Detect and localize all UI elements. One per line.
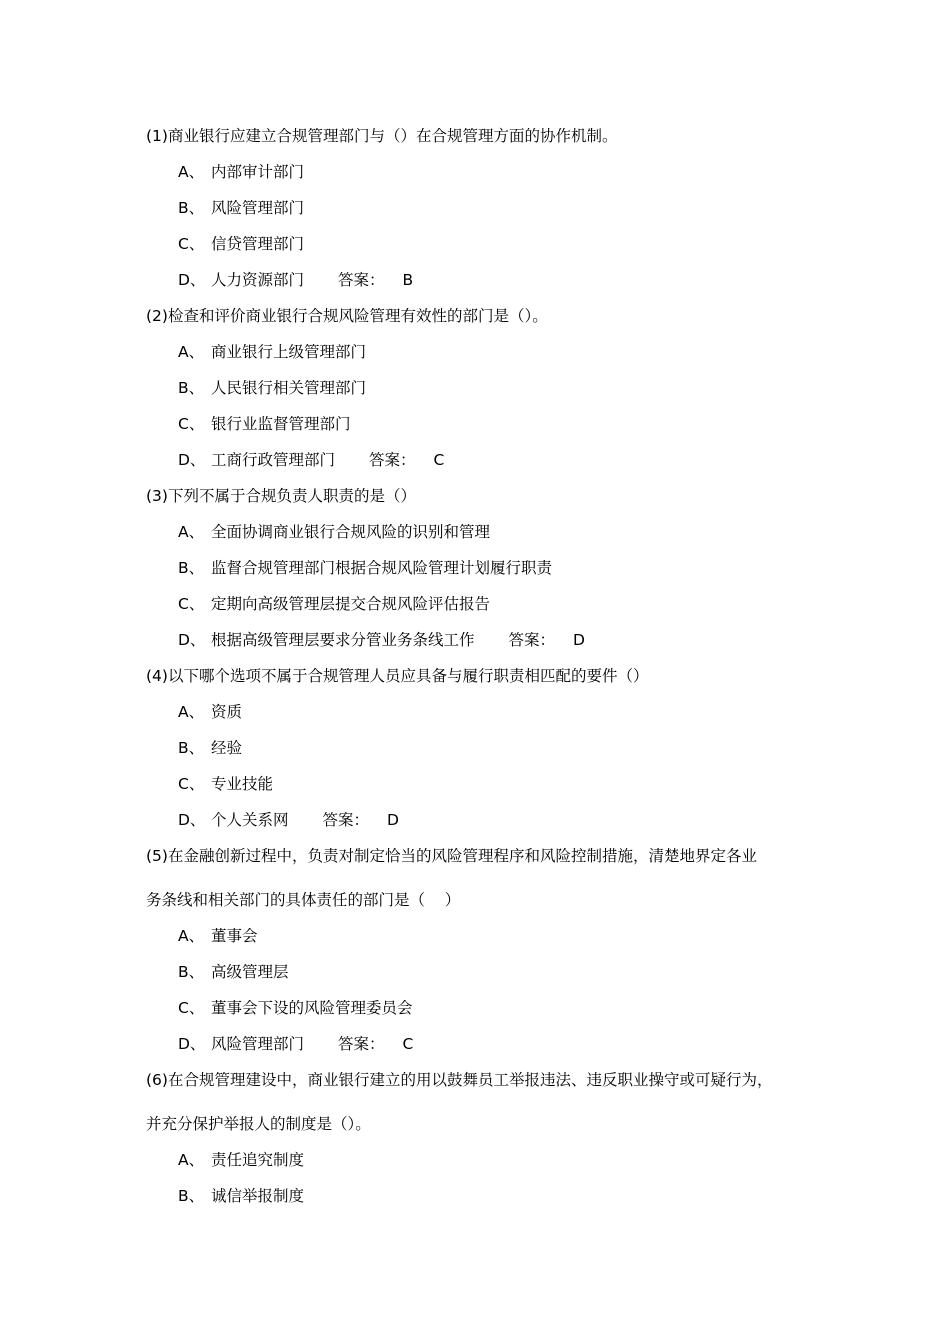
option-text: 资质 <box>211 703 243 721</box>
option-letter: C、 <box>178 415 205 433</box>
answer-label: 答案： <box>369 451 416 469</box>
answer-value: D <box>387 811 399 829</box>
option-item <box>178 450 444 470</box>
answer-value: C <box>402 1035 414 1053</box>
option-item <box>178 998 413 1018</box>
option-text: 人力资源部门 <box>211 271 305 289</box>
option-letter: A、 <box>178 163 205 181</box>
option-letter: B、 <box>178 739 205 757</box>
option-text: 董事会下设的风险管理委员会 <box>211 999 413 1017</box>
question-text: (1)商业银行应建立合规管理部门与（）在合规管理方面的协作机制。 <box>146 127 618 145</box>
option-text: 董事会 <box>211 927 258 945</box>
option-letter: B、 <box>178 1187 205 1205</box>
option-letter: C、 <box>178 595 205 613</box>
option-letter: B、 <box>178 559 205 577</box>
option-item <box>178 270 413 290</box>
option-text: 经验 <box>211 739 243 757</box>
answer <box>338 1034 413 1054</box>
option-item <box>178 558 552 578</box>
option-text: 商业银行上级管理部门 <box>211 343 367 361</box>
option-item <box>178 1186 304 1206</box>
option-text: 高级管理层 <box>211 963 289 981</box>
question-text: 务条线和相关部门的具体责任的部门是（ ） <box>146 891 461 909</box>
option-text: 信贷管理部门 <box>211 235 305 253</box>
question-text: (4)以下哪个选项不属于合规管理人员应具备与履行职责相匹配的要件（） <box>146 667 649 685</box>
option-text: 诚信举报制度 <box>211 1187 305 1205</box>
option-letter: C、 <box>178 775 205 793</box>
answer-value: D <box>573 631 585 649</box>
answer <box>323 810 399 830</box>
option-letter: D、 <box>178 1035 206 1053</box>
option-item <box>178 198 304 218</box>
option-item <box>178 926 258 946</box>
answer <box>338 270 413 290</box>
option-letter: D、 <box>178 811 206 829</box>
answer <box>369 450 444 470</box>
question-text: (5)在金融创新过程中，负责对制定恰当的风险管理程序和风险控制措施，清楚地界定各业 <box>146 847 757 865</box>
option-text: 根据高级管理层要求分管业务条线工作 <box>211 631 475 649</box>
option-item <box>178 162 304 182</box>
option-item <box>178 810 399 830</box>
option-text: 风险管理部门 <box>211 1035 305 1053</box>
option-item <box>178 378 366 398</box>
option-item <box>178 774 273 794</box>
option-letter: A、 <box>178 927 205 945</box>
question-text: 并充分保护举报人的制度是（）。 <box>146 1115 371 1133</box>
answer-label: 答案： <box>508 631 556 649</box>
option-text: 全面协调商业银行合规风险的识别和管理 <box>211 523 491 541</box>
question-text: (6)在合规管理建设中，商业银行建立的用以鼓舞员工举报违法、违反职业操守或可疑行为， <box>146 1071 773 1089</box>
option-letter: C、 <box>178 999 205 1017</box>
answer-value: B <box>402 271 414 289</box>
option-item <box>178 522 490 542</box>
option-text: 人民银行相关管理部门 <box>211 379 367 397</box>
option-item <box>178 738 242 758</box>
option-letter: A、 <box>178 703 205 721</box>
option-text: 工商行政管理部门 <box>211 451 336 469</box>
answer-label: 答案： <box>338 1035 385 1053</box>
option-text: 专业技能 <box>211 775 274 793</box>
option-item <box>178 1150 304 1170</box>
option-item <box>178 342 366 362</box>
option-item <box>178 962 289 982</box>
option-letter: D、 <box>178 271 206 289</box>
question-text: (3)下列不属于合规负责人职责的是（） <box>146 487 416 505</box>
option-text: 责任追究制度 <box>211 1151 305 1169</box>
option-text: 定期向高级管理层提交合规风险评估报告 <box>211 595 491 613</box>
answer-label: 答案： <box>338 271 385 289</box>
option-text: 风险管理部门 <box>211 199 305 217</box>
option-text: 内部审计部门 <box>211 163 305 181</box>
option-item <box>178 702 242 722</box>
option-item <box>178 630 585 650</box>
option-letter: D、 <box>178 451 206 469</box>
option-letter: A、 <box>178 523 205 541</box>
option-text: 监督合规管理部门根据合规风险管理计划履行职责 <box>211 559 553 577</box>
question-text: (2)检查和评价商业银行合规风险管理有效性的部门是（）。 <box>146 307 548 325</box>
option-item <box>178 1034 413 1054</box>
option-letter: C、 <box>178 235 205 253</box>
option-letter: A、 <box>178 1151 205 1169</box>
answer-label: 答案： <box>322 811 370 829</box>
answer <box>509 630 585 650</box>
option-text: 银行业监督管理部门 <box>211 415 351 433</box>
option-letter: B、 <box>178 199 205 217</box>
option-item <box>178 414 351 434</box>
option-item <box>178 594 490 614</box>
option-letter: A、 <box>178 343 205 361</box>
option-text: 个人关系网 <box>211 811 289 829</box>
option-item <box>178 234 304 254</box>
option-letter: B、 <box>178 963 205 981</box>
option-letter: D、 <box>178 631 206 649</box>
answer-value: C <box>433 451 445 469</box>
option-letter: B、 <box>178 379 205 397</box>
